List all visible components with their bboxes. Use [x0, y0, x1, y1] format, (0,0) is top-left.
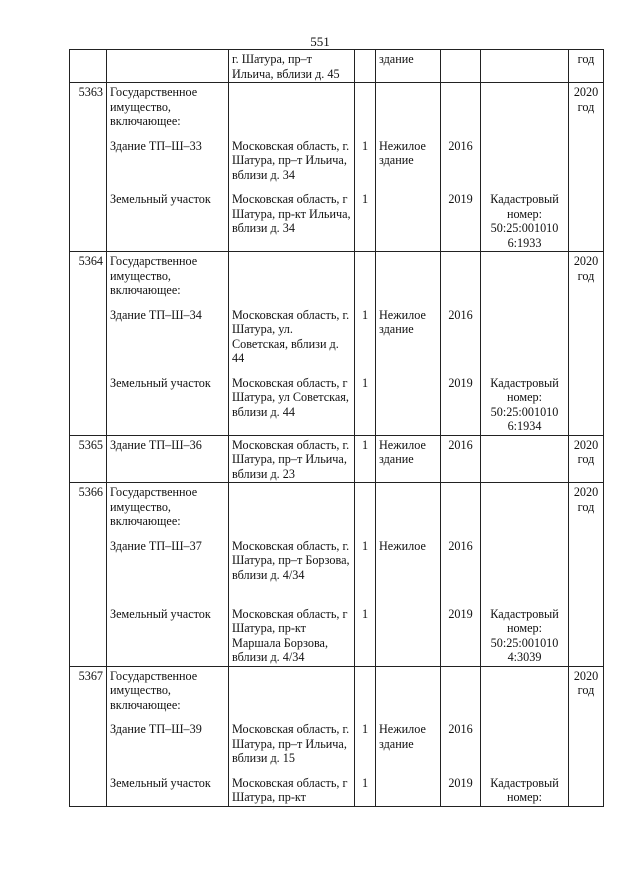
item-quantity — [358, 85, 372, 129]
item-cadastral — [484, 438, 565, 482]
item-cadastral — [484, 539, 565, 597]
item-year — [444, 669, 477, 713]
row-term: 2020 год — [569, 666, 604, 806]
item-address: Московская область, г Шатура, пр-кт Ильича, вблизи д. 34 — [232, 192, 351, 235]
item-address: Московская область, г. Шатура, пр–т Ильича, вблизи д. 23 — [232, 437, 350, 481]
item-quantity: 1 — [361, 375, 369, 390]
registry-table — [69, 49, 604, 807]
item-year: 2016 — [448, 538, 473, 553]
table-row — [70, 666, 604, 806]
page-number: 551 — [310, 34, 330, 49]
item-type — [379, 192, 437, 250]
item-type — [379, 376, 437, 434]
item-name: Здание ТП–Ш–37 — [110, 538, 202, 553]
item-cadastral — [484, 52, 565, 81]
row-number: 5365 — [70, 435, 107, 483]
item-name: Земельный участок — [110, 606, 211, 621]
item-name: Земельный участок — [110, 375, 211, 390]
row-number: 5366 — [70, 483, 107, 667]
item-address: Московская область, г Шатура, пр-кт — [232, 775, 348, 804]
table-row — [70, 83, 604, 252]
item-address — [232, 254, 351, 298]
item-name: Государственное имущество, включающее: — [110, 254, 198, 297]
item-address: Московская область, г Шатура, ул Советская, вблизи д. 44 — [232, 375, 349, 419]
item-name: Здание ТП–Ш–36 — [110, 437, 202, 452]
item-type — [379, 607, 437, 665]
item-quantity — [358, 485, 372, 529]
item-type — [379, 776, 437, 805]
item-quantity: 1 — [361, 722, 369, 736]
item-quantity — [358, 52, 372, 81]
row-number: 5367 — [70, 666, 107, 806]
item-name: Государственное имущество, включающее: — [110, 85, 198, 128]
item-type: Нежилое здание — [379, 722, 426, 751]
row-number — [70, 50, 107, 83]
item-cadastral — [484, 85, 565, 129]
item-address: Московская область, г. Шатура, пр–т Ильича, вблизи д. 34 — [232, 138, 350, 182]
item-type — [379, 254, 437, 298]
item-address: Московская область, г. Шатура, пр–т Борзова, вблизи д. 4/34 — [232, 538, 350, 582]
item-type: здание — [379, 52, 414, 66]
item-address: Московская область, г. Шатура, ул. Советская, вблизи д. 44 — [232, 307, 350, 365]
item-cadastral: Кадастровый номер: 50:25:001010 6:1933 — [490, 192, 559, 250]
item-address: Московская область, г Шатура, пр-кт Маршала Борзова, вблизи д. 4/34 — [232, 606, 348, 664]
item-year: 2019 — [448, 375, 473, 390]
row-number: 5363 — [70, 83, 107, 252]
item-type: Нежилое здание — [379, 138, 426, 167]
item-cadastral — [484, 722, 565, 766]
item-quantity: 1 — [361, 775, 369, 790]
item-year: 2016 — [448, 307, 473, 322]
item-address: г. Шатура, пр–т Ильича, вблизи д. 45 — [232, 52, 340, 81]
item-quantity — [358, 254, 372, 298]
item-cadastral — [484, 139, 565, 183]
row-term: 2020 год — [569, 435, 604, 483]
item-type — [379, 669, 437, 713]
item-year — [444, 254, 477, 298]
item-name: Государственное имущество, включающее: — [110, 485, 198, 528]
item-name — [110, 52, 225, 81]
item-quantity: 1 — [361, 307, 369, 322]
item-address — [232, 485, 351, 529]
item-type: Нежилое здание — [379, 307, 426, 336]
item-cadastral — [484, 669, 565, 713]
item-cadastral — [484, 485, 565, 529]
table-row — [70, 50, 604, 83]
item-name: Земельный участок — [110, 192, 211, 206]
item-year: 2019 — [448, 775, 473, 790]
item-year: 2016 — [448, 722, 473, 736]
item-address — [232, 85, 351, 129]
item-cadastral: Кадастровый номер: 50:25:001010 6:1934 — [490, 375, 559, 433]
item-type — [379, 85, 437, 129]
row-number: 5364 — [70, 252, 107, 436]
item-year — [444, 85, 477, 129]
item-quantity: 1 — [361, 538, 369, 553]
item-name: Здание ТП–Ш–34 — [110, 307, 202, 322]
table-row — [70, 483, 604, 667]
item-year: 2016 — [448, 437, 473, 452]
item-type: Нежилое здание — [379, 437, 426, 466]
table-row — [70, 435, 604, 483]
item-name: Здание ТП–Ш–33 — [110, 138, 202, 153]
table-row — [70, 252, 604, 436]
item-quantity: 1 — [361, 606, 369, 621]
item-type — [379, 485, 437, 529]
item-quantity: 1 — [361, 192, 369, 206]
item-year — [444, 52, 477, 81]
item-address: Московская область, г. Шатура, пр–т Ильича, вблизи д. 15 — [232, 722, 350, 765]
item-year: 2019 — [448, 192, 473, 206]
item-quantity — [358, 669, 372, 713]
item-cadastral — [484, 254, 565, 298]
item-cadastral: Кадастровый номер: 50:25:001010 4:3039 — [490, 606, 559, 664]
item-address — [232, 669, 351, 713]
item-type: Нежилое — [379, 538, 426, 553]
item-year: 2016 — [448, 138, 473, 153]
item-cadastral — [484, 308, 565, 366]
row-term: год — [569, 50, 604, 83]
item-quantity: 1 — [361, 437, 369, 452]
row-term: 2020 год — [569, 483, 604, 667]
item-name: Государственное имущество, включающее: — [110, 668, 198, 712]
item-year: 2019 — [448, 606, 473, 621]
item-name: Здание ТП–Ш–39 — [110, 722, 202, 736]
item-name: Земельный участок — [110, 775, 211, 790]
item-cadastral: Кадастровый номер: — [490, 775, 559, 804]
row-term: 2020 год — [569, 252, 604, 436]
item-year — [444, 485, 477, 529]
item-quantity: 1 — [361, 138, 369, 153]
row-term: 2020 год — [569, 83, 604, 252]
